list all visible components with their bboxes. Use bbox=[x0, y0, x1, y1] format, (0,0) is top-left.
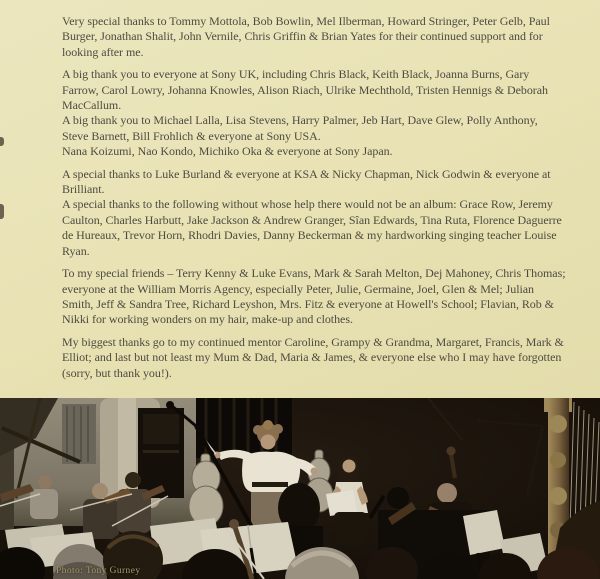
paragraph-sentence: My biggest thanks go to my continued mentor Caroline, Grampy & Grandma, Margaret, Francis, Mark & Elliot; and last but not least my Mum & Dad, Maria & James, & everyone else who I may have forgotten (sorry, but thank you!). bbox=[62, 334, 564, 380]
paragraph-sentence: Nana Koizumi, Nao Kondo, Michiko Oka & everyone at Sony Japan. bbox=[62, 144, 393, 159]
photo-credit: Photo: Tony Gurney bbox=[56, 566, 141, 576]
scan-artifact bbox=[0, 137, 4, 146]
paragraph-sentence: A big thank you to Michael Lalla, Lisa Stevens, Harry Palmer, Jeb Hart, Dave Glew, Polly Anthony, Steve Barnett, Bill Frohlich & everyone at Sony USA. bbox=[62, 113, 538, 143]
scan-artifact bbox=[0, 204, 4, 219]
paragraph-sentence: To my special friends – Terry Kenny & Luke Evans, Mark & Sarah Melton, Dej Mahoney, Chris Thomas; everyone at the William Morris Agency, especially Peter, Julie, Germaine, Joel, Glen & Mel; Julian Smith, Jeff & Sandra Tree, Richard Leyshon, Mrs. Fitz & everyone at Howell's School; Flavian, Rob & Nikki for working wonders on my hair, make-up and clothes. bbox=[62, 266, 566, 327]
speaker-stack bbox=[138, 408, 184, 498]
paragraph-4 bbox=[62, 266, 567, 328]
paragraph-sentence: A special thanks to Luke Burland & everyone at KSA & Nicky Chapman, Nick Godwin & everyone at Brilliant. bbox=[62, 166, 551, 197]
paragraph-5 bbox=[62, 335, 567, 381]
paragraph-sentence: Very special thanks to Tommy Mottola, Bob Bowlin, Mel Ilberman, Howard Stringer, Peter Gelb, Paul Burger, Jonathan Shalit, John Vernile, Chris Griffin & Brian Yates for their continued support and for looking after me. bbox=[62, 14, 550, 59]
paragraph-2 bbox=[62, 67, 567, 159]
orchestra-photo bbox=[0, 398, 600, 579]
paragraph-1 bbox=[62, 14, 567, 60]
orchestra-photo-graphic bbox=[0, 398, 600, 579]
paragraph-sentence: A special thanks to the following without whose help there would not be an album: Grace Row, Jeremy Caulton, Charles Harbutt, Jake Jackson & Andrew Granger, Sîan Edwards, Tina Ruta, Florence Daguerre de Hureaux, Trevor Horn, Rhodri Davies, Danny Beckerman & my hardworking singing teacher Louise Ryan. bbox=[62, 197, 562, 258]
paragraph-3 bbox=[62, 167, 567, 259]
paragraph-sentence: A big thank you to everyone at Sony UK, including Chris Black, Keith Black, Joanna Burns, Gary Farrow, Carol Lowry, Johanna Knowles, Alison Riach, Ulrike Mechthold, Tristen Hennigs & Deborah MacCallum. bbox=[62, 67, 548, 113]
